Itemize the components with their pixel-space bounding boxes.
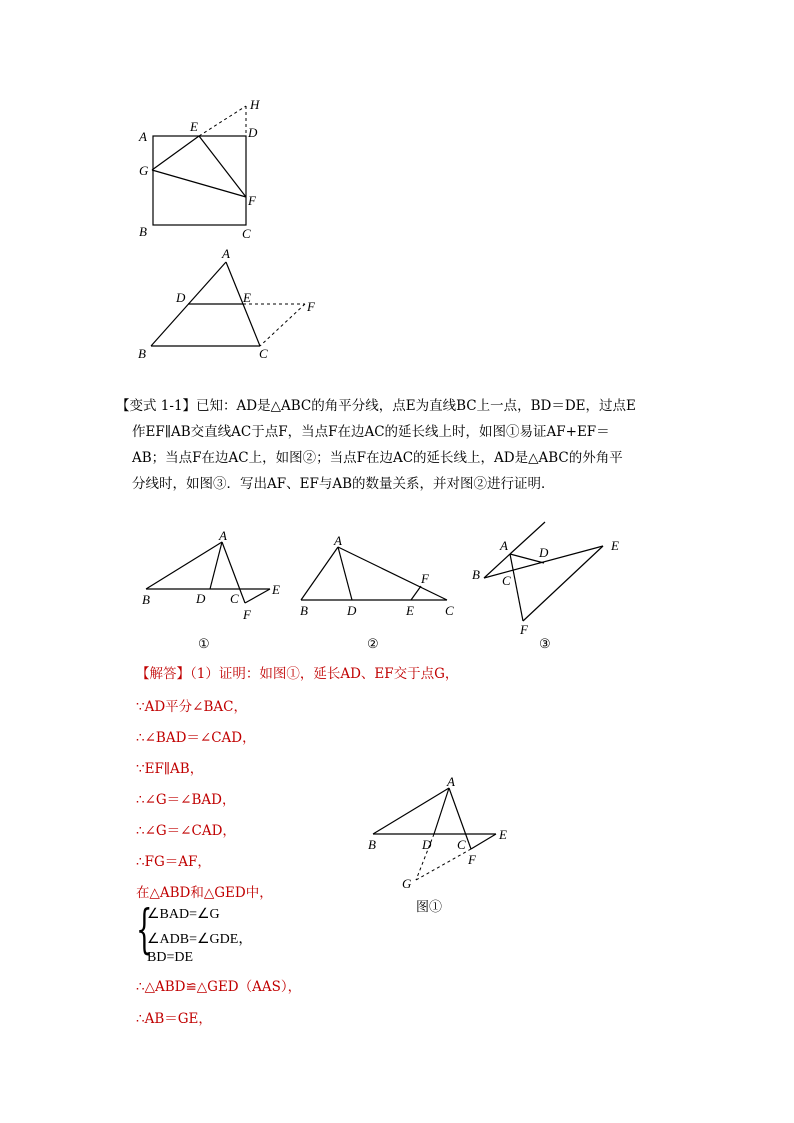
label-C: C — [259, 346, 268, 361]
caption-3: ③ — [539, 636, 551, 651]
label-E: E — [499, 827, 507, 842]
label-D: D — [196, 591, 206, 606]
label-E: E — [406, 603, 414, 618]
caption-solution: 图① — [416, 899, 443, 914]
label-E: E — [243, 290, 251, 305]
square-figure — [138, 97, 260, 241]
label-B: B — [142, 592, 150, 607]
label-G: G — [402, 876, 412, 891]
solution-step-6: ∴FG＝AF， — [136, 854, 211, 870]
label-A: A — [139, 129, 147, 144]
label-F: F — [243, 607, 251, 622]
solution-after-1: ∴△ABD≌△GED（AAS）， — [136, 979, 302, 995]
system-eq-3: BD=DE — [147, 950, 194, 965]
system-eq-2: ∠ADB=∠GDE， — [147, 932, 253, 947]
solution-step-1: ∵AD平分∠BAC， — [136, 699, 247, 715]
triangle-parallel-figure — [138, 246, 316, 361]
label-D: D — [539, 545, 549, 560]
system-eq-1: ∠BAD=∠G — [147, 907, 220, 922]
solution-step-5: ∴∠G＝∠CAD， — [136, 823, 236, 839]
label-B: B — [300, 603, 308, 618]
label-A: A — [219, 528, 227, 543]
figure-3 — [472, 522, 619, 651]
label-F: F — [421, 571, 429, 586]
solution-step-2: ∴∠BAD＝∠CAD， — [136, 730, 256, 746]
solution-tag: 【解答】 — [136, 666, 190, 682]
solution-step-4: ∴∠G＝∠BAD， — [136, 792, 236, 808]
solution-step-7: 在△ABD和△GED中， — [136, 885, 273, 901]
brace-icon: { — [136, 900, 153, 960]
solution-after-2: ∴AB＝GE， — [136, 1011, 212, 1027]
problem-line-2: 作EF∥AB交直线AC于点F，当点F在边AC的延长线上时，如图①易证AF+EF＝ — [132, 424, 610, 440]
label-B: B — [139, 224, 147, 239]
label-C: C — [457, 837, 466, 852]
label-A: A — [334, 533, 342, 548]
label-F: F — [248, 193, 256, 208]
label-B: B — [368, 837, 376, 852]
label-F: F — [307, 299, 315, 314]
label-C: C — [242, 226, 251, 241]
solution-intro: （1）证明：如图①，延长AD、EF交于点G， — [190, 666, 459, 682]
problem-line-4: 分线时，如图③．写出AF、EF与AB的数量关系，并对图②进行证明． — [132, 476, 555, 492]
label-D: D — [248, 125, 258, 140]
caption-1: ① — [198, 636, 210, 651]
problem-statement — [116, 393, 686, 497]
label-H: H — [250, 97, 260, 112]
problem-tag: 【变式 1-1】 — [116, 398, 197, 414]
caption-2: ② — [367, 636, 379, 651]
label-D: D — [347, 603, 357, 618]
label-D: D — [176, 290, 186, 305]
figure-1 — [142, 528, 280, 651]
solution-step-3: ∵EF∥AB， — [136, 761, 204, 777]
problem-line-1: 已知：AD是△ABC的角平分线，点E为直线BC上一点，BD＝DE，过点E — [196, 398, 636, 414]
label-C: C — [502, 573, 511, 588]
solution-figure — [368, 774, 507, 914]
label-F: F — [468, 852, 476, 867]
label-C: C — [445, 603, 454, 618]
figure-2 — [300, 533, 454, 651]
label-C: C — [230, 591, 239, 606]
label-E: E — [272, 582, 280, 597]
label-G: G — [139, 163, 149, 178]
label-D: D — [422, 837, 432, 852]
label-E: E — [190, 119, 198, 134]
label-E: E — [611, 538, 619, 553]
label-B: B — [138, 346, 146, 361]
label-A: A — [222, 246, 230, 261]
label-F: F — [520, 622, 528, 637]
label-A: A — [500, 538, 508, 553]
label-A: A — [447, 774, 455, 789]
label-B: B — [472, 567, 480, 582]
problem-line-3: AB；当点F在边AC上，如图②；当点F在边AC的延长线上，AD是△ABC的外角平 — [132, 450, 623, 466]
